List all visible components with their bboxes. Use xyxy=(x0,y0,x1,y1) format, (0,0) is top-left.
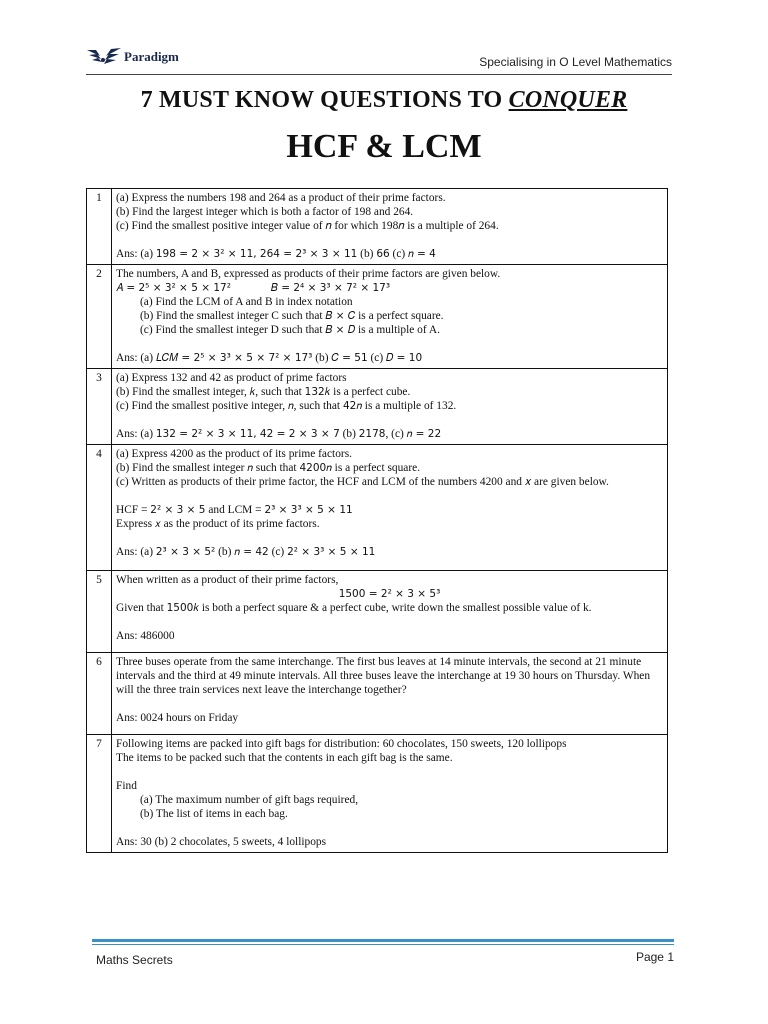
question-number: 5 xyxy=(87,571,112,653)
brand-logo xyxy=(86,46,179,68)
question-body xyxy=(112,445,668,571)
header-divider xyxy=(86,74,672,75)
question-part-a: (a) Find the LCM of A and B in index notation xyxy=(140,296,353,308)
header-tagline: Specialising in O Level Mathematics xyxy=(479,55,672,69)
answer-label: (b) xyxy=(357,248,377,260)
answer-line: Ans: (a) 𝐿𝐶𝑀 = 2⁵ × 3³ × 5 × 7² × 17³ (b) 𝐶 = 51 (c) 𝐷 = 10 xyxy=(116,352,423,364)
answer-label: Ans: (a) xyxy=(116,248,156,260)
answer-line: Ans: (a) 2³ × 3 × 5² (b) 𝑛 = 42 (c) 2² × 3³ × 5 × 11 xyxy=(116,546,376,558)
question-part-a: (a) The maximum number of gift bags required, xyxy=(140,794,359,806)
answer-line: Ans: 30 (b) 2 chocolates, 5 sweets, 4 lollipops xyxy=(116,836,327,848)
question-number: 3 xyxy=(87,369,112,445)
question-row-2 xyxy=(87,265,668,369)
expression-a: 𝐴 = 2⁵ × 3² × 5 × 17² xyxy=(116,282,231,294)
question-body xyxy=(112,189,668,265)
question-part-a: (a) Express 4200 as the product of its prime factors. xyxy=(116,448,352,460)
question-number: 1 xyxy=(87,189,112,265)
question-part-b: (b) The list of items in each bag. xyxy=(140,808,288,820)
expressions-line xyxy=(116,281,663,295)
question-row-6 xyxy=(87,653,668,735)
find-label: Find xyxy=(116,780,137,792)
question-row-3 xyxy=(87,369,668,445)
question-line-1: Following items are packed into gift bags for distribution: 60 chocolates, 150 sweets, 120 lollipops xyxy=(116,738,567,750)
express-line: Express 𝑥 as the product of its prime factors. xyxy=(116,518,320,530)
footer-divider-thin xyxy=(92,944,674,945)
question-number: 4 xyxy=(87,445,112,571)
questions-table xyxy=(86,188,668,853)
footer-title: Maths Secrets xyxy=(96,953,173,967)
given-line: Given that 1500𝑘 is both a perfect square & a perfect cube, write down the smallest possible value of k. xyxy=(116,602,592,614)
question-intro: When written as a product of their prime factors, xyxy=(116,574,339,586)
question-body xyxy=(112,735,668,853)
expression-b: 𝐵 = 2⁴ × 3³ × 7² × 17³ xyxy=(270,282,391,294)
question-part-b: (b) Find the smallest integer 𝑛 such that 4200𝑛 is a perfect square. xyxy=(116,462,421,474)
question-part-c: (c) Find the smallest positive integer, 𝑛, such that 42𝑛 is a multiple of 132. xyxy=(116,400,457,412)
question-text: Three buses operate from the same interchange. The first bus leaves at 14 minute intervals, the second at 21 minute intervals and the third at 49 minute intervals. All three buses leave the interchange at 19 30 hours on Thursday. When will the three train services next leave the interchange together? xyxy=(116,656,651,696)
page-subtitle: HCF & LCM xyxy=(286,128,482,165)
question-line-2: The items to be packed such that the contents in each gift bag is the same. xyxy=(116,752,453,764)
question-body xyxy=(112,653,668,735)
question-part-a: (a) Express the numbers 198 and 264 as a product of their prime factors. xyxy=(116,192,446,204)
question-body xyxy=(112,571,668,653)
answer-line: Ans: 486000 xyxy=(116,630,175,642)
question-part-b: (b) Find the smallest integer, 𝑘, such that 132𝑘 is a perfect cube. xyxy=(116,386,411,398)
footer-divider xyxy=(92,939,674,942)
question-part-c: (c) Written as products of their prime factor, the HCF and LCM of the numbers 4200 and 𝑥 are given below. xyxy=(116,476,609,488)
question-number: 7 xyxy=(87,735,112,853)
wings-logo-icon xyxy=(86,46,122,68)
answer-label: (c) xyxy=(389,248,409,260)
answer-line: Ans: (a) 132 = 2² × 3 × 11, 42 = 2 × 3 × 7 (b) 2178, (c) 𝑛 = 22 xyxy=(116,428,442,440)
hcf-lcm-line: HCF = 2² × 3 × 5 and LCM = 2³ × 3³ × 5 × 11 xyxy=(116,504,353,516)
page-title xyxy=(0,87,768,114)
question-body xyxy=(112,369,668,445)
question-body xyxy=(112,265,668,369)
question-row-5 xyxy=(87,571,668,653)
question-part-b: (b) Find the smallest integer C such that 𝐵 × 𝐶 is a perfect square. xyxy=(140,310,444,322)
answer-line: Ans: 0024 hours on Friday xyxy=(116,712,239,724)
answer-c: 𝑛 = 4 xyxy=(408,248,436,260)
question-row-7 xyxy=(87,735,668,853)
brand-name: Paradigm xyxy=(124,49,179,64)
prime-expression: 1500 = 2² × 3 × 5³ xyxy=(338,588,441,600)
question-intro: The numbers, A and B, expressed as products of their prime factors are given below. xyxy=(116,268,501,280)
answer-b: 66 xyxy=(376,248,390,260)
question-part-a: (a) Express 132 and 42 as product of prime factors xyxy=(116,372,347,384)
question-part-c: (c) Find the smallest positive integer value of 𝑛 for which 198𝑛 is a multiple of 264. xyxy=(116,220,499,232)
question-row-1 xyxy=(87,189,668,265)
question-number: 2 xyxy=(87,265,112,369)
question-part-b: (b) Find the largest integer which is both a factor of 198 and 264. xyxy=(116,206,414,218)
question-part-c: (c) Find the smallest integer D such that 𝐵 × 𝐷 is a multiple of A. xyxy=(140,324,440,336)
title-emphasis: CONQUER xyxy=(508,87,628,113)
question-row-4 xyxy=(87,445,668,571)
title-prefix: 7 MUST KNOW QUESTIONS TO xyxy=(140,87,509,113)
answer-line xyxy=(116,247,663,261)
answer-a: 198 = 2 × 3² × 11, 264 = 2³ × 3 × 11 xyxy=(155,248,358,260)
page-header xyxy=(86,44,672,74)
question-number: 6 xyxy=(87,653,112,735)
page-number: Page 1 xyxy=(635,950,674,964)
